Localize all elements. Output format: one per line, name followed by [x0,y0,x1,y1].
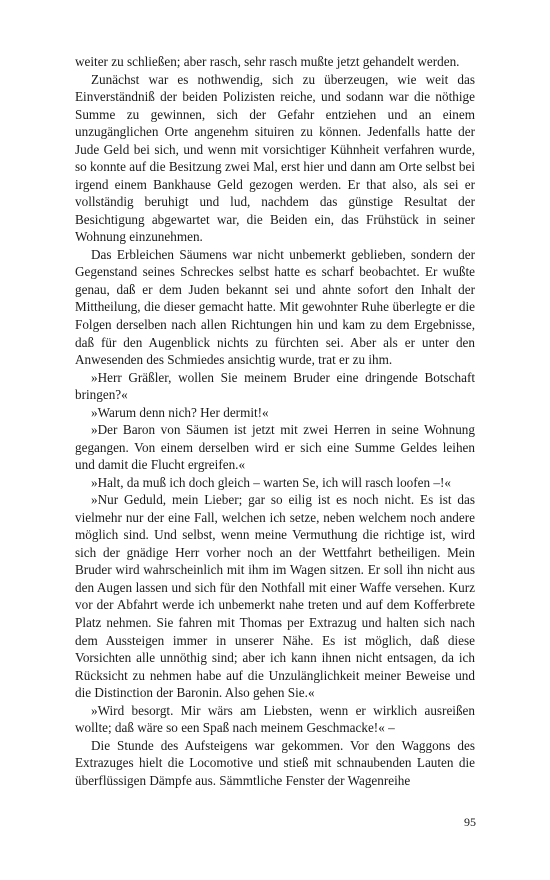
paragraph: Das Erbleichen Säumens war nicht unbemerkt geblieben, sondern der Gegenstand seines Schreckes selbst hatte es scharf beobachtet. Er wußte genau, daß er dem Juden bekannt sei und ahnte sofort den Inhalt der Mittheilung, die dieser gemacht hatte. Mit gewohnter Ruhe überlegte er die Folgen derselben nach allen Richtungen hin und kam zu dem Ergebnisse, daß für den Augenblick nichts zu fürchten sei. Aber als er unter den Anwesenden des Schmiedes ansichtig wurde, trat er zu ihm. [75,246,475,368]
paragraph: Zunächst war es nothwendig, sich zu überzeugen, wie weit das Einverständniß der beiden Polizisten reiche, und sodann war die nöthige Summe zu gewinnen, sich der Gefahr entziehen und an einem unzugänglichen Orte angenehm situiren zu können. Jedenfalls hatte der Jude Geld bei sich, und wenn mit vorsichtiger Kühnheit verfahren wurde, so konnte auf die Besitzung zwei Mal, erst hier und dann am Orte selbst bei irgend einem Bankhause Geld gezogen werden. Er that also, als sei er vollständig beruhigt und lud, nachdem das günstige Resultat der Besichtigung abgewartet war, die Beiden ein, das Frühstück in seiner Wohnung einzunehmen. [75,71,475,245]
page-body [75,53,475,789]
paragraph: »Warum denn nich? Her dermit!« [91,404,269,420]
paragraph: »Der Baron von Säumen ist jetzt mit zwei Herren in seine Wohnung gegangen. Von einem derselben wird er sich eine Summe Geldes leihen und damit die Flucht ergreifen.« [75,422,475,473]
paragraph: »Nur Geduld, mein Lieber; gar so eilig ist es noch nicht. Es ist das vielmehr nur der eine Fall, welchen ich setze, neben welchem noch andere möglich sind. Und selbst, wenn meine Vermuthung die richtige ist, wird sich der gnädige Herr vorher noch an der Wettfahrt betheiligen. Mein Bruder wird wahrscheinlich mit ihm im Wagen sitzen. Er soll ihn nicht aus den Augen lassen und sich für den Nothfall mit einer Waffe versehen. Kurz vor der Abfahrt werde ich unbemerkt nahe treten und auf dem Kofferbrete Platz nehmen. Sie fahren mit Thomas per Extrazug und halten sich nach dem Aussteigen immer in unserer Nähe. Es ist möglich, daß diese Vorsichten alle unnöthig sind; aber ich kann ihnen nicht entsagen, da ich Rücksicht zu nehmen habe auf die Unzulänglichkeit meiner Beweise und die Distinction der Baronin. Also gehen Sie.« [75,492,475,701]
paragraph: Die Stunde des Aufsteigens war gekommen. Vor den Waggons des Extrazuges hielt die Locomotive und stieß mit schnaubenden Lauten die überflüssigen Dämpfe aus. Sämmtliche Fenster der Wagenreihe [75,737,475,788]
paragraph: »Wird besorgt. Mir wärs am Liebsten, wenn er wirklich ausreißen wollte; daß wäre so een Spaß nach meinem Geschmacke!« – [75,702,475,736]
paragraph: weiter zu schließen; aber rasch, sehr rasch mußte jetzt gehandelt werden. [75,54,460,69]
paragraph: »Herr Gräßler, wollen Sie meinem Bruder eine dringende Botschaft bringen?« [75,369,475,403]
paragraph: »Halt, da muß ich doch gleich – warten Se, ich will rasch loofen –!« [91,474,451,490]
page-number: 95 [464,815,476,829]
